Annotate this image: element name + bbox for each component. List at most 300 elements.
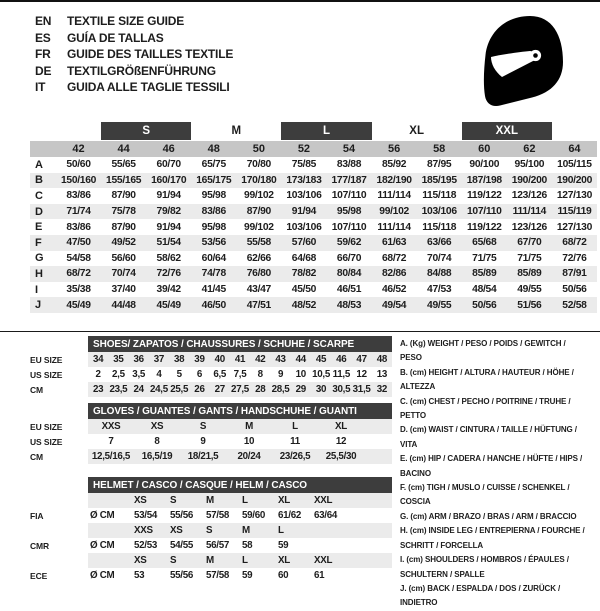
shoes-cell: 10 xyxy=(295,369,306,380)
shoes-cell: 13 xyxy=(376,369,387,380)
shoes-cell: 30 xyxy=(315,384,327,395)
gloves-cell: 7 xyxy=(108,436,114,447)
row-label: US SIZE xyxy=(30,436,63,447)
measurement-cell: 76/80 xyxy=(246,268,271,280)
shoes-cell: 7,5 xyxy=(233,369,247,380)
measurement-cell: 160/170 xyxy=(151,174,187,186)
helmet-cell: XS xyxy=(134,495,147,506)
language-code: ES xyxy=(35,30,51,45)
helmet-cell: 55/56 xyxy=(170,510,194,521)
measurement-cell: 75/78 xyxy=(111,206,136,218)
shoes-cell: 30,5 xyxy=(332,384,351,395)
measurement-cell: 107/110 xyxy=(467,206,502,218)
shoes-cell: 36 xyxy=(133,354,144,365)
measurement-cell: 67/70 xyxy=(517,237,542,249)
helmet-cell: 53 xyxy=(134,570,145,581)
measurement-cell: 65/68 xyxy=(472,237,497,249)
shoes-cell: 27 xyxy=(214,384,225,395)
language-row xyxy=(35,79,233,96)
measurement-cell: 72/76 xyxy=(156,268,181,280)
shoes-row xyxy=(30,367,392,382)
measurement-cell: 190/200 xyxy=(511,174,547,186)
size-group-row xyxy=(30,122,597,140)
language-row xyxy=(35,46,233,63)
measurement-cell: 51/56 xyxy=(517,299,542,311)
measurement-cell: 80/84 xyxy=(336,268,362,280)
shoes-cell: 25,5 xyxy=(170,384,189,395)
size-column-label: 48 xyxy=(207,143,220,155)
measurement-cell: 75/85 xyxy=(291,159,317,171)
measurement-cell: 85/89 xyxy=(472,268,497,280)
shoes-title-bar: SHOES/ ZAPATOS / CHAUSSURES / SCHUHE / SCARPE xyxy=(88,336,392,352)
size-column-label: 56 xyxy=(387,143,401,155)
measurement-cell: 95/98 xyxy=(336,206,362,218)
helmet-cell: 55/56 xyxy=(170,570,194,581)
measurement-cell: 177/187 xyxy=(331,174,367,186)
measurement-cell: 87/90 xyxy=(111,190,136,202)
size-column-label: 42 xyxy=(72,143,85,155)
shoes-cell: 3,5 xyxy=(132,369,146,380)
helmet-cell: S xyxy=(206,525,213,536)
size-column-label: 60 xyxy=(478,143,491,155)
measurement-cell: 61/63 xyxy=(381,237,407,249)
gloves-cell: 20/24 xyxy=(237,451,261,462)
measurement-row xyxy=(30,266,597,282)
shoes-cell: 44 xyxy=(295,354,306,365)
measurement-cell: 95/100 xyxy=(514,159,545,171)
shoes-cell: 46 xyxy=(336,354,347,365)
measurement-cell: 48/52 xyxy=(291,299,317,311)
shoes-cell: 48 xyxy=(376,354,387,365)
gloves-cell: 10 xyxy=(243,436,255,447)
measurement-cell: 45/49 xyxy=(156,299,181,311)
helmet-row xyxy=(30,508,392,523)
row-letter-label: D xyxy=(35,205,43,218)
legend-item: C. (cm) CHEST / PECHO / POITRINE / TRUHE / PETTO xyxy=(400,396,571,421)
helmet-row xyxy=(30,568,392,583)
legend-item: D. (cm) WAIST / CINTURA / TAILLE / HÜFTUNG / VITA xyxy=(400,425,577,449)
measurement-cell: 66/70 xyxy=(336,252,362,264)
measurement-cell: 187/198 xyxy=(466,174,502,186)
size-column-label: 58 xyxy=(433,143,446,155)
helmet-cell: 53/54 xyxy=(134,510,158,521)
measurement-cell: 68/72 xyxy=(66,268,91,280)
measurement-cell: 49/55 xyxy=(427,299,452,311)
measurement-cell: 50/56 xyxy=(562,284,587,296)
gloves-table xyxy=(30,403,392,464)
row-letter-label: F xyxy=(35,236,42,249)
helmet-cell: 61/62 xyxy=(278,510,302,521)
measurement-cell: 127/130 xyxy=(556,221,592,233)
row-letter-label: A xyxy=(35,158,43,171)
measurement-cell: 68/72 xyxy=(381,252,407,264)
measurement-cell: 107/110 xyxy=(331,221,367,233)
legend-item: J. (cm) BACK / ESPALDA / DOS / ZURÜCK / INDIETRO xyxy=(400,583,561,608)
helmet-cell: 57/58 xyxy=(206,570,230,581)
helmet-cell: XXL xyxy=(314,555,333,566)
helmet-cell: L xyxy=(242,555,248,566)
size-group-label: XL xyxy=(409,125,424,137)
measurement-cell: 83/86 xyxy=(66,221,91,233)
language-title: GUÍA DE TALLAS xyxy=(67,30,164,45)
row-letter-label: J xyxy=(35,299,42,312)
measurement-cell: 127/130 xyxy=(556,190,592,202)
shoes-cell: 6 xyxy=(196,369,203,380)
row-label xyxy=(30,493,88,508)
measurement-row xyxy=(30,188,597,204)
helmet-row xyxy=(30,493,392,508)
measurement-cell: 119/122 xyxy=(467,221,502,233)
legend-item: I. (cm) SHOULDERS / HOMBROS / ÉPAULES / SCHULTERN / SPALLE xyxy=(400,555,569,579)
measurement-cell: 82/86 xyxy=(381,268,407,280)
measurement-cell: 43/47 xyxy=(246,284,271,296)
row-letter-label: I xyxy=(35,283,39,296)
measurement-cell: 95/98 xyxy=(201,221,226,233)
measurement-cell: 44/48 xyxy=(111,299,136,311)
measurement-legend xyxy=(400,337,586,611)
measurement-cell: 71/75 xyxy=(517,252,542,264)
helmet-cell: XXS xyxy=(134,525,153,536)
gloves-row xyxy=(30,419,392,434)
helmet-cell: XXL xyxy=(314,495,333,506)
shoes-cell: 23,5 xyxy=(109,384,128,395)
helmet-cell: XS xyxy=(170,525,183,536)
gloves-cell: 25,5/30 xyxy=(325,451,357,462)
language-row xyxy=(35,13,233,30)
shoes-cell: 47 xyxy=(356,354,367,365)
measurement-cell: 85/89 xyxy=(517,268,542,280)
measurement-row xyxy=(30,204,597,220)
measurement-cell: 59/62 xyxy=(336,237,362,249)
helmet-cell: Ø CM xyxy=(90,570,115,581)
measurement-cell: 111/114 xyxy=(377,221,411,233)
measurement-cell: 45/50 xyxy=(291,284,317,296)
measurement-cell: 50/56 xyxy=(472,299,497,311)
size-column-label: 44 xyxy=(117,143,130,155)
measurement-cell: 46/51 xyxy=(336,284,362,296)
legend-item: G. (cm) ARM / BRAZO / BRAS / ARM / BRACCIO xyxy=(400,511,577,521)
measurement-rows xyxy=(30,157,597,313)
gloves-row xyxy=(30,434,392,449)
size-column-label: 64 xyxy=(568,143,581,155)
measurement-cell: 87/95 xyxy=(427,159,452,171)
helmet-cell: 59 xyxy=(278,540,289,551)
measurement-cell: 83/86 xyxy=(201,206,226,218)
size-group-label: M xyxy=(231,125,242,137)
size-group-label: L xyxy=(281,122,371,140)
legend-item: F. (cm) TIGH / MUSLO / CUISSE / SCHENKEL / COSCIA xyxy=(400,483,570,507)
measurement-cell: 91/94 xyxy=(156,221,181,233)
measurement-cell: 53/56 xyxy=(201,237,226,249)
measurement-cell: 119/122 xyxy=(467,190,502,202)
shoes-row xyxy=(30,382,392,397)
helmet-cell: 54/55 xyxy=(170,540,194,551)
helmet-cell: L xyxy=(278,525,284,536)
row-label: ECE xyxy=(30,570,48,581)
helmet-row xyxy=(30,523,392,538)
shoes-cell: 10,5 xyxy=(312,369,330,380)
helmet-cell: Ø CM xyxy=(90,540,115,551)
top-border-line xyxy=(0,0,600,2)
helmet-title-bar: HELMET / CASCO / CASQUE / HELM / CASCO xyxy=(88,477,392,493)
measurement-cell: 71/74 xyxy=(66,206,91,218)
shoes-cell: 24,5 xyxy=(149,384,168,395)
measurement-cell: 111/114 xyxy=(377,190,411,202)
measurement-cell: 87/90 xyxy=(111,221,136,233)
measurement-cell: 85/92 xyxy=(381,159,407,171)
helmet-cell: 59 xyxy=(242,570,253,581)
measurement-row xyxy=(30,173,597,189)
size-column-label: 52 xyxy=(297,143,311,155)
measurement-cell: 150/160 xyxy=(60,174,97,186)
shoes-cell: 6,5 xyxy=(213,369,227,380)
measurement-cell: 170/180 xyxy=(241,174,277,186)
row-label: EU SIZE xyxy=(30,354,63,365)
gloves-cell: XS xyxy=(150,421,164,432)
measurement-cell: 91/94 xyxy=(156,190,181,202)
row-label: FIA xyxy=(30,510,44,521)
measurement-cell: 47/50 xyxy=(66,237,91,249)
measurement-cell: 72/76 xyxy=(562,252,587,264)
gloves-row xyxy=(30,449,392,464)
measurement-cell: 155/165 xyxy=(106,174,142,186)
shoes-cell: 24 xyxy=(133,384,144,395)
gloves-cell: 12,5/16,5 xyxy=(91,451,131,462)
row-label: CMR xyxy=(30,540,50,551)
measurement-row xyxy=(30,157,597,173)
shoes-cell: 32 xyxy=(376,384,387,395)
measurement-cell: 46/50 xyxy=(201,299,226,311)
helmet-cell: L xyxy=(242,495,248,506)
shoes-cell: 8 xyxy=(257,369,263,380)
measurement-cell: 87/91 xyxy=(562,268,587,280)
shoes-cell: 4 xyxy=(156,369,162,380)
shoes-cell: 28 xyxy=(255,384,266,395)
measurement-cell: 99/102 xyxy=(244,221,274,233)
measurement-cell: 62/66 xyxy=(246,252,271,264)
helmet-cell: S xyxy=(170,495,177,506)
measurement-cell: 55/65 xyxy=(111,159,136,171)
shoes-cell: 45 xyxy=(315,354,327,365)
legend-item: E. (cm) HIP / CADERA / HANCHE / HÜFTE / HIPS / BACINO xyxy=(400,454,583,478)
measurement-cell: 39/42 xyxy=(156,284,181,296)
shoes-cell: 29 xyxy=(295,384,306,395)
measurement-cell: 83/88 xyxy=(336,159,362,171)
textile-size-table xyxy=(30,122,597,313)
measurement-cell: 45/49 xyxy=(66,299,91,311)
gloves-cell: 12 xyxy=(335,436,347,447)
measurement-cell: 54/58 xyxy=(66,252,91,264)
gloves-cell: 23/26,5 xyxy=(279,451,311,462)
language-code: IT xyxy=(35,80,46,94)
row-label xyxy=(30,553,88,568)
measurement-cell: 99/102 xyxy=(379,206,409,218)
gloves-cell: M xyxy=(245,421,253,432)
measurement-cell: 63/66 xyxy=(427,237,452,249)
helmet-cell: 56/57 xyxy=(206,540,230,551)
measurement-cell: 70/74 xyxy=(111,268,136,280)
measurement-cell: 58/62 xyxy=(156,252,181,264)
measurement-cell: 107/110 xyxy=(331,190,367,202)
language-code: DE xyxy=(35,63,52,78)
helmet-cell: 52/53 xyxy=(134,540,158,551)
measurement-cell: 70/74 xyxy=(427,252,452,264)
shoes-cell: 28,5 xyxy=(271,384,290,395)
helmet-cell: 61 xyxy=(314,570,325,581)
size-column-label: 62 xyxy=(523,143,536,155)
language-row xyxy=(35,30,233,47)
language-title: GUIDE DES TAILLES TEXTILE xyxy=(67,47,234,61)
helmet-cell: 57/58 xyxy=(206,510,230,521)
shoes-row xyxy=(30,352,392,367)
helmet-cell: 60 xyxy=(278,570,289,581)
section-divider-line xyxy=(0,331,600,332)
row-letter-label: G xyxy=(35,252,44,265)
measurement-row xyxy=(30,251,597,267)
language-code: FR xyxy=(35,47,51,61)
shoes-cell: 2 xyxy=(95,369,101,380)
measurement-cell: 190/200 xyxy=(556,174,592,186)
helmet-icon xyxy=(468,10,576,110)
shoes-cell: 35 xyxy=(113,354,124,365)
measurement-cell: 115/119 xyxy=(557,206,592,218)
shoes-cell: 41 xyxy=(234,354,246,365)
measurement-cell: 99/102 xyxy=(244,190,274,202)
helmet-cell: XL xyxy=(278,495,290,506)
measurement-cell: 90/100 xyxy=(469,159,500,171)
row-label: CM xyxy=(30,451,44,462)
measurement-cell: 91/94 xyxy=(291,206,317,218)
shoes-cell: 43 xyxy=(275,354,286,365)
measurement-cell: 68/72 xyxy=(562,237,587,249)
shoes-cell: 12 xyxy=(356,369,367,380)
language-title: TEXTILE SIZE GUIDE xyxy=(67,14,185,28)
gloves-cell: XL xyxy=(335,421,347,432)
gloves-title-bar: GLOVES / GUANTES / GANTS / HANDSCHUHE / GUANTI xyxy=(88,403,392,419)
measurement-cell: 182/190 xyxy=(376,174,412,186)
helmet-cell: XL xyxy=(278,555,290,566)
gloves-cell: 11 xyxy=(290,436,300,447)
row-letter-label: B xyxy=(35,174,43,187)
measurement-cell: 49/54 xyxy=(381,299,407,311)
measurement-cell: 103/106 xyxy=(286,190,322,202)
gloves-cell: 8 xyxy=(154,436,160,447)
helmet-cell: 58 xyxy=(242,540,253,551)
row-letter-label: E xyxy=(35,221,43,234)
measurement-cell: 105/115 xyxy=(557,159,592,171)
size-group-label: XXL xyxy=(462,122,552,140)
language-row xyxy=(35,63,233,80)
measurement-cell: 70/80 xyxy=(246,159,271,171)
shoes-cell: 40 xyxy=(214,354,225,365)
measurement-cell: 111/114 xyxy=(512,206,547,218)
helmet-table xyxy=(30,477,392,583)
row-letter-label: H xyxy=(35,267,43,280)
gloves-cell: 9 xyxy=(200,436,206,447)
legend-item: H. (cm) INSIDE LEG / ENTREPIERNA / FOURCHE / SCHRITT / FORCELLA xyxy=(400,526,585,550)
measurement-cell: 55/58 xyxy=(246,237,271,249)
shoes-cell: 11,5 xyxy=(332,369,350,380)
language-title: GUIDA ALLE TAGLIE TESSILI xyxy=(67,80,230,94)
measurement-cell: 87/90 xyxy=(246,206,271,218)
shoes-cell: 27,5 xyxy=(231,384,249,395)
shoes-table xyxy=(30,336,392,397)
row-label: EU SIZE xyxy=(30,421,63,432)
helmet-cell: M xyxy=(206,555,214,566)
shoes-cell: 26 xyxy=(194,384,205,395)
measurement-cell: 49/55 xyxy=(517,284,542,296)
helmet-cell: S xyxy=(170,555,177,566)
measurement-cell: 173/183 xyxy=(286,174,322,186)
helmet-row xyxy=(30,538,392,553)
row-label xyxy=(30,523,88,538)
measurement-cell: 41/45 xyxy=(201,284,226,296)
measurement-cell: 56/60 xyxy=(111,252,136,264)
measurement-cell: 78/82 xyxy=(291,268,317,280)
measurement-cell: 52/58 xyxy=(562,299,587,311)
measurement-cell: 48/53 xyxy=(336,299,362,311)
helmet-cell: 59/60 xyxy=(242,510,266,521)
measurement-cell: 83/86 xyxy=(66,190,91,202)
helmet-cell: M xyxy=(242,525,250,536)
gloves-cell: 16,5/19 xyxy=(141,451,173,462)
shoes-cell: 38 xyxy=(174,354,185,365)
measurement-cell: 115/118 xyxy=(422,221,457,233)
measurement-cell: 165/175 xyxy=(196,174,232,186)
gloves-cell: XXS xyxy=(101,421,121,432)
measurement-row xyxy=(30,297,597,313)
row-letter-label: C xyxy=(35,189,43,202)
size-column-label: 50 xyxy=(252,143,265,155)
shoes-cell: 37 xyxy=(153,354,165,365)
measurement-row xyxy=(30,235,597,251)
shoes-cell: 31,5 xyxy=(352,384,371,395)
helmet-cell: XS xyxy=(134,555,147,566)
measurement-cell: 95/98 xyxy=(201,190,226,202)
measurement-cell: 103/106 xyxy=(286,221,322,233)
language-header xyxy=(35,13,233,96)
measurement-cell: 79/82 xyxy=(156,206,181,218)
size-columns-row xyxy=(30,141,597,157)
measurement-cell: 65/75 xyxy=(201,159,226,171)
shoes-cell: 2,5 xyxy=(112,369,125,380)
measurement-cell: 123/126 xyxy=(511,190,547,202)
shoes-cell: 9 xyxy=(277,369,284,380)
measurement-cell: 49/52 xyxy=(111,237,136,249)
size-column-label: 54 xyxy=(342,143,356,155)
measurement-cell: 35/38 xyxy=(66,284,91,296)
helmet-cell: 63/64 xyxy=(314,510,338,521)
measurement-cell: 74/78 xyxy=(201,268,226,280)
shoes-cell: 5 xyxy=(176,369,182,380)
shoes-cell: 39 xyxy=(194,354,205,365)
measurement-cell: 103/106 xyxy=(421,206,457,218)
shoes-cell: 23 xyxy=(92,384,104,395)
measurement-cell: 50/60 xyxy=(66,159,91,171)
language-title: TEXTILGRÖßENFÜHRUNG xyxy=(67,63,216,78)
helmet-cell: Ø CM xyxy=(90,510,115,521)
measurement-cell: 57/60 xyxy=(291,237,317,249)
measurement-cell: 84/88 xyxy=(427,268,452,280)
helmet-cell: M xyxy=(206,495,214,506)
measurement-cell: 60/64 xyxy=(201,252,226,264)
row-label: US SIZE xyxy=(30,369,63,380)
measurement-cell: 47/51 xyxy=(246,299,271,311)
gloves-cell: L xyxy=(292,421,298,432)
helmet-row xyxy=(30,553,392,568)
measurement-cell: 37/40 xyxy=(111,284,136,296)
measurement-row xyxy=(30,219,597,235)
